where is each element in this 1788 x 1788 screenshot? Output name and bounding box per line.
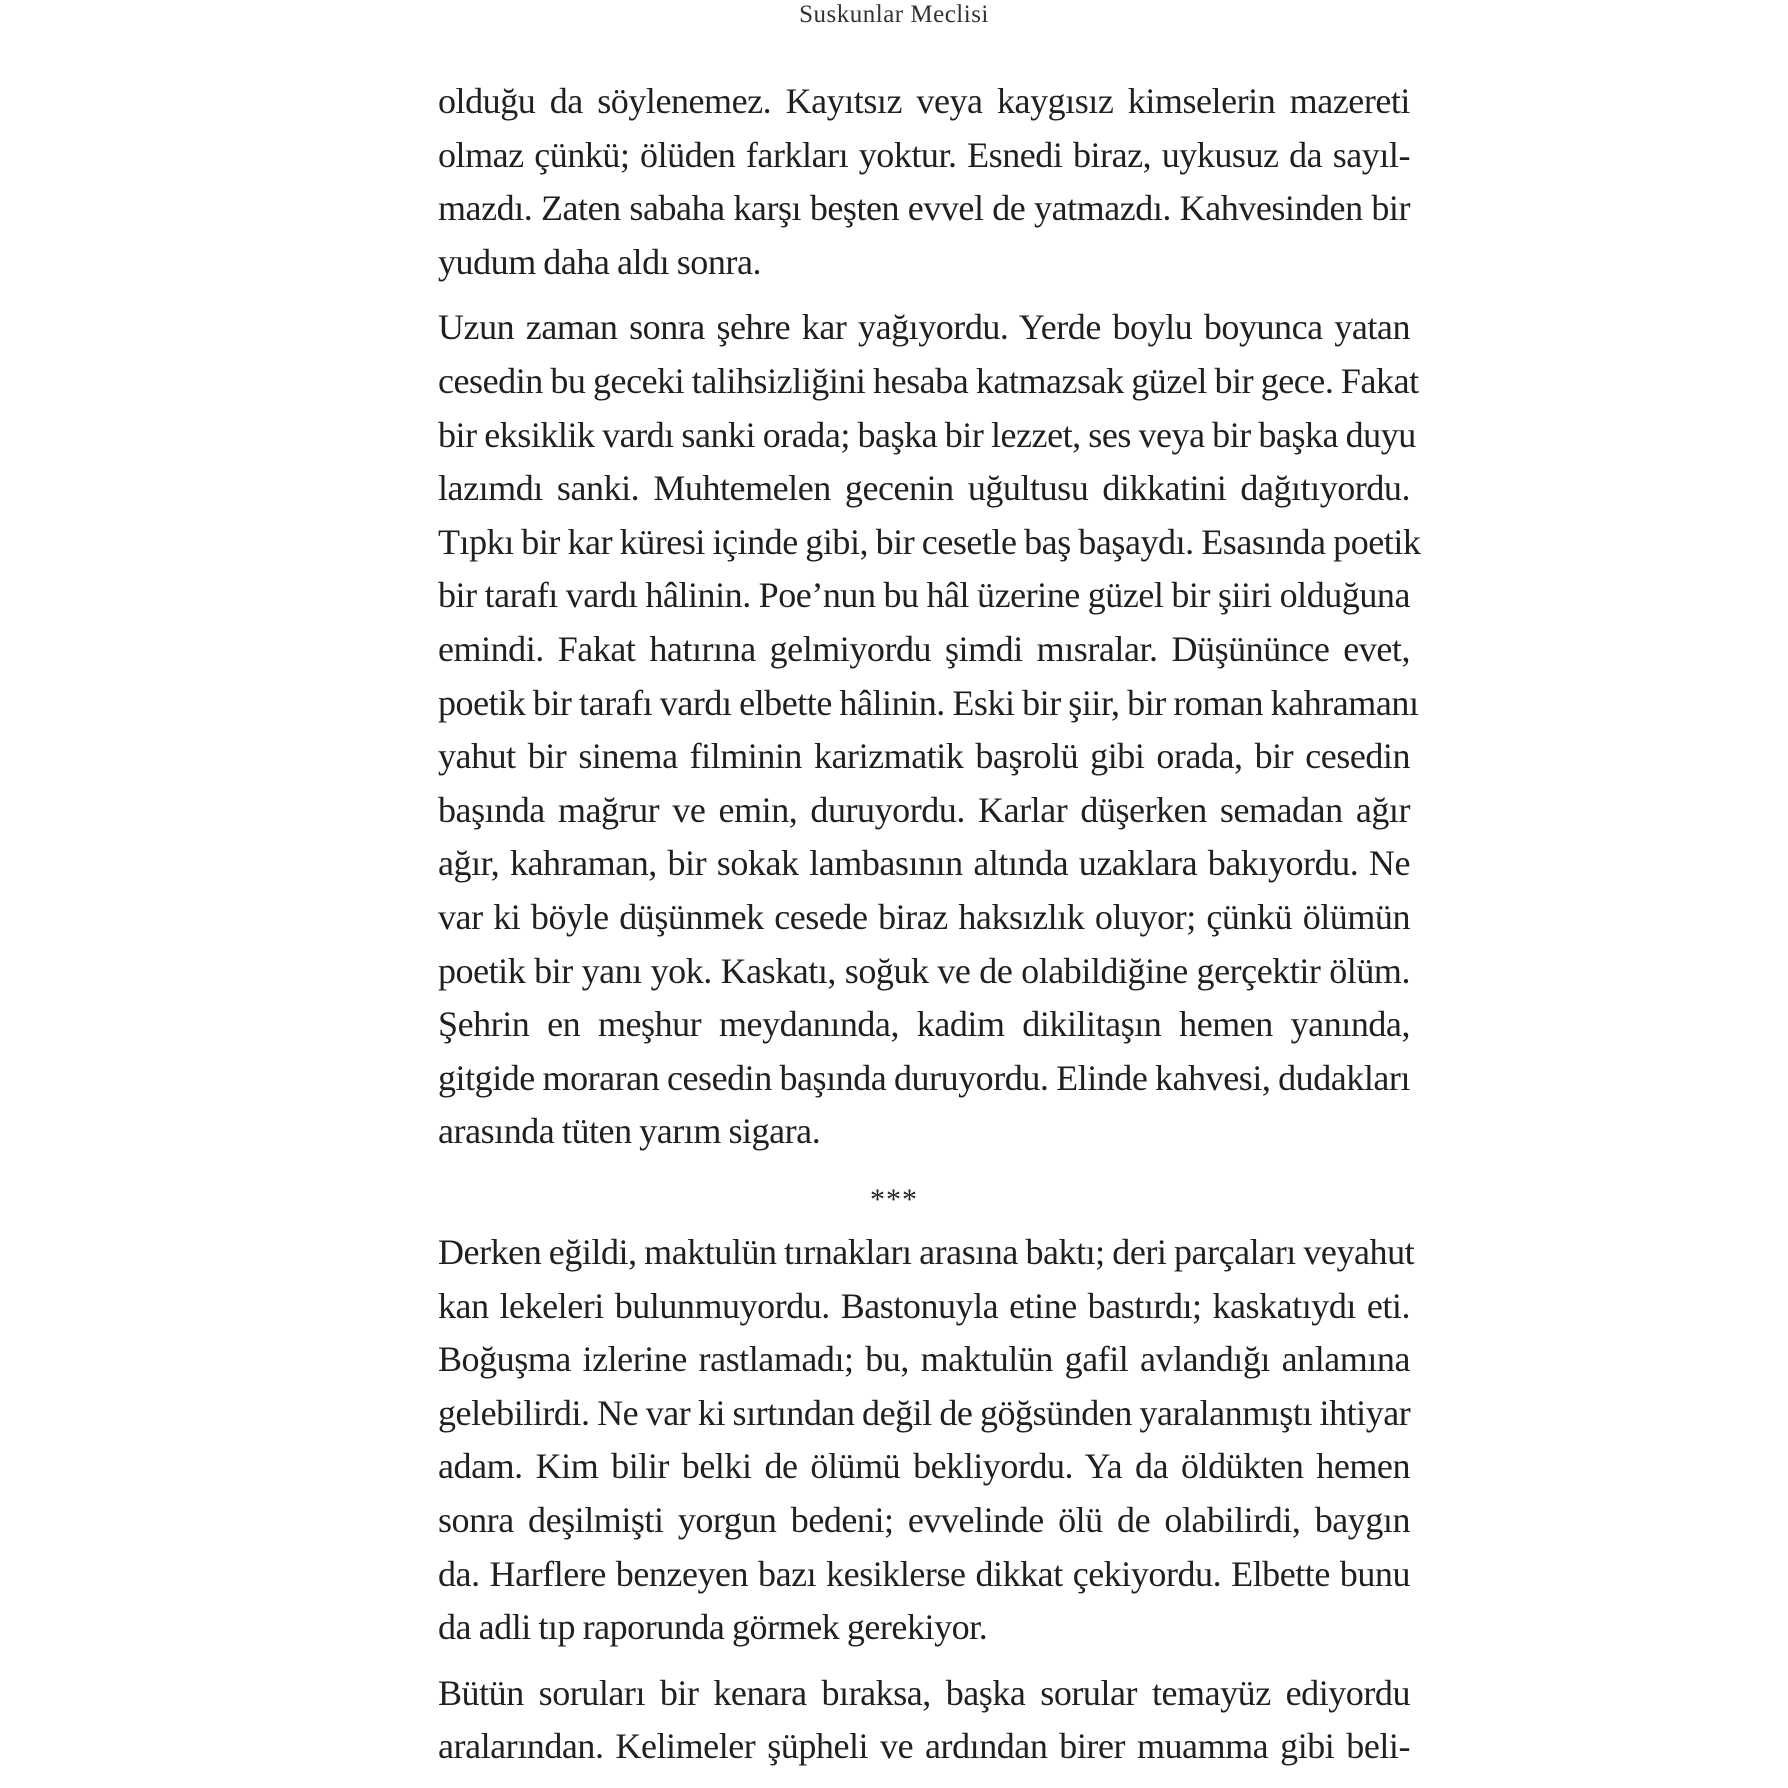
text-line: kan lekeleri bulunmuyordu. Bastonuyla etine bastırdı; kaskatıydı eti.	[438, 1285, 1410, 1326]
text-line: başında mağrur ve emin, duruyordu. Karlar düşerken semadan ağır	[438, 789, 1410, 830]
running-header	[0, 0, 1788, 30]
paragraph-1	[438, 75, 1410, 289]
text-line: Derken eğildi, maktulün tırnakları arasına baktı; deri parçaları veyahut	[438, 1232, 1415, 1272]
text-line: gitgide moraran cesedin başında duruyordu. Elinde kahvesi, dudakları	[438, 1057, 1410, 1098]
paragraph-3	[438, 1226, 1415, 1655]
text-line: Uzun zaman sonra şehre kar yağıyordu. Yerde boylu boyunca yatan	[438, 307, 1410, 348]
text-line: Tıpkı bir kar küresi içinde gibi, bir cesetle baş başaydı. Esasında poetik	[438, 521, 1421, 562]
text-line: yudum daha aldı sonra.	[438, 241, 762, 282]
text-line: lazımdı sanki. Muhtemelen gecenin uğultusu dikkatini dağıtıyordu.	[438, 468, 1410, 509]
text-line: poetik bir tarafı vardı elbette hâlinin. Eski bir şiir, bir roman kahramanı	[438, 682, 1419, 723]
text-line: adam. Kim bilir belki de ölümü bekliyordu. Ya da öldükten hemen	[438, 1446, 1410, 1487]
paragraph-gap	[438, 289, 1410, 301]
text-section-1	[438, 75, 1421, 1159]
text-line: var ki böyle düşünmek cesede biraz haksızlık oluyor; çünkü ölümün	[438, 896, 1410, 937]
text-line: Şehrin en meşhur meydanında, kadim dikilitaşın hemen yanında,	[438, 1004, 1410, 1045]
text-line: sonra deşilmişti yorgun bedeni; evvelinde ölü de olabilirdi, baygın	[438, 1499, 1410, 1540]
text-line: olmaz çünkü; ölüden farkları yoktur. Esnedi biraz, uykusuz da sayıl-	[438, 134, 1410, 175]
text-line: gelebilirdi. Ne var ki sırtından değil de göğsünden yaralanmıştı ihtiyar	[438, 1392, 1411, 1433]
text-line: bir tarafı vardı hâlinin. Poe’nun bu hâl üzerine güzel bir şiiri olduğuna	[438, 575, 1410, 616]
text-line: Boğuşma izlerine rastlamadı; bu, maktulün gafil avlandığı anlamına	[438, 1339, 1410, 1380]
text-line: emindi. Fakat hatırına gelmiyordu şimdi mısralar. Düşününce evet,	[438, 628, 1410, 669]
book-title: Suskunlar Meclisi	[799, 1, 989, 28]
text-line: da adli tıp raporunda görmek gerekiyor.	[438, 1607, 988, 1648]
text-line: poetik bir yanı yok. Kaskatı, soğuk ve de olabildiğine gerçektir ölüm.	[438, 950, 1410, 991]
paragraph-4	[438, 1667, 1410, 1774]
text-line: ağır, kahraman, bir sokak lambasının altında uzaklara bakıyordu. Ne	[438, 843, 1410, 884]
paragraph-gap	[438, 1655, 1410, 1667]
text-line: arasında tüten yarım sigara.	[438, 1111, 821, 1152]
text-section-2	[438, 1226, 1415, 1774]
paragraph-2	[438, 301, 1421, 1159]
text-line: bir eksiklik vardı sanki orada; başka bir lezzet, ses veya bir başka duyu	[438, 414, 1416, 455]
text-line: da. Harflere benzeyen bazı kesiklerse dikkat çekiyordu. Elbette bunu	[438, 1553, 1410, 1594]
text-line: aralarından. Kelimeler şüpheli ve ardından birer muamma gibi beli-	[438, 1726, 1410, 1767]
section-break: ***	[870, 1183, 918, 1216]
text-line: mazdı. Zaten sabaha karşı beşten evvel de yatmazdı. Kahvesinden bir	[438, 188, 1410, 229]
text-line: cesedin bu geceki talihsizliğini hesaba katmazsak güzel bir gece. Fakat	[438, 360, 1419, 401]
text-line: olduğu da söylenemez. Kayıtsız veya kaygısız kimselerin mazereti	[438, 81, 1410, 121]
text-line: Bütün soruları bir kenara bıraksa, başka sorular temayüz ediyordu	[438, 1672, 1410, 1713]
text-line: yahut bir sinema filminin karizmatik başrolü gibi orada, bir cesedin	[438, 736, 1410, 777]
